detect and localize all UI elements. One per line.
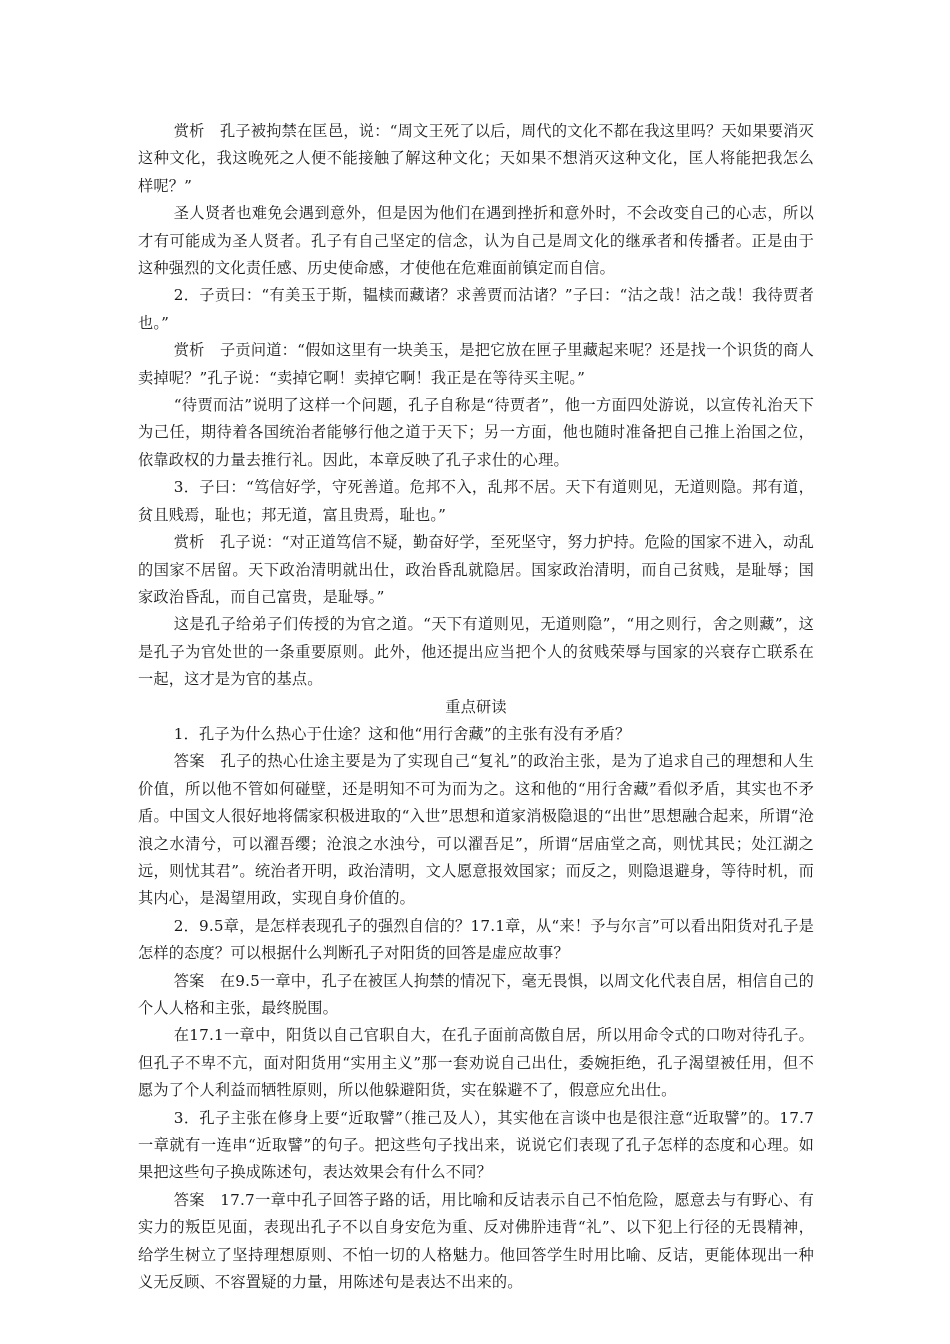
paragraph-appreciation-3: 赏析 孔子说：“对正道笃信不疑，勤奋好学，至死坚守，努力护持。危险的国家不进入，动乱的国家不居留。天下政治清明就出仕，政治昏乱就隐居。国家政治清明，而自己贫贱，是耻辱；国家政治昏乱，而自己富贵，是耻辱。” <box>138 533 814 606</box>
paragraph-appreciation-2: 赏析 子贡问道：“假如这里有一块美玉，是把它放在匣子里藏起来呢？还是找一个识货的商人卖掉呢？”孔子说：“卖掉它啊！卖掉它啊！我正是在等待买主呢。” <box>138 341 814 387</box>
document-page <box>138 118 814 1296</box>
paragraph-item-2: 2．子贡曰：“有美玉于斯，韫椟而藏诸？求善贾而沽诸？”子曰：“沽之哉！沽之哉！我待贾者也。” <box>138 286 814 332</box>
study-question-1: 1．孔子为什么热心于仕途？这和他“用行舍藏”的主张有没有矛盾？ <box>173 724 631 743</box>
paragraph-item-3: 3．子曰：“笃信好学，守死善道。危邦不入，乱邦不居。天下有道则见，无道则隐。邦有道，贫且贱焉，耻也；邦无道，富且贵焉，耻也。” <box>138 478 814 524</box>
paragraph-commentary-2: “待贾而沽”说明了这样一个问题，孔子自称是“待贾者”，他一方面四处游说，以宣传礼治天下为己任，期待着各国统治者能够行他之道于天下；另一方面，他也随时准备把自己推上治国之位，依靠政权的力量去推行礼。因此，本章反映了孔子求仕的心理。 <box>138 396 814 469</box>
study-answer-2b: 在17.1一章中，阳货以自己官职自大，在孔子面前高傲自居，所以用命令式的口吻对待孔子。但孔子不卑不亢，面对阳货用“实用主义”那一套劝说自己出仕，委婉拒绝，孔子渴望被任用，但不愿为了个人利益而牺牲原则，所以他躲避阳货，实在躲避不了，假意应允出仕。 <box>138 1026 814 1100</box>
study-question-3: 3．孔子主张在修身上要“近取譬”（推己及人），其实他在言谈中也是很注意“近取譬”的。17.7一章就有一连串“近取譬”的句子。把这些句子找出来，说说它们表现了孔子怎样的态度和心理。如果把这些句子换成陈述句，表达效果会有什么不同？ <box>138 1108 814 1182</box>
paragraph-commentary-3: 这是孔子给弟子们传授的为官之道。“天下有道则见，无道则隐”，“用之则行，舍之则藏”，这是孔子为官处世的一条重要原则。此外，他还提出应当把个人的贫贱荣辱与国家的兴衰存亡联系在一起，这才是为官的基点。 <box>138 615 814 689</box>
study-question-2: 2．9.5章，是怎样表现孔子的强烈自信的？17.1章，从“来！予与尔言”可以看出阳货对孔子是怎样的态度？可以根据什么判断孔子对阳货的回答是虚应故事？ <box>138 916 814 963</box>
section-title: 重点研读 <box>445 697 507 716</box>
study-answer-3: 答案 17.7一章中孔子回答子路的话，用比喻和反诘表示自己不怕危险，愿意去与有野心、有实力的叛臣见面，表现出孔子不以自身安危为重、反对佛肸违背“礼”、以下犯上行径的无畏精神，给学生树立了坚持理想原则、不怕一切的人格魅力。他回答学生时用比喻、反诘，更能体现出一种义无反顾、不容置疑的力量，用陈述句是表达不出来的。 <box>138 1190 814 1292</box>
paragraph-appreciation-9-5: 赏析 孔子被拘禁在匡邑，说：“周文王死了以后，周代的文化不都在我这里吗？天如果要消灭这种文化，我这晚死之人便不能接触了解这种文化；天如果不想消灭这种文化，匡人将能把我怎么样呢？” <box>138 122 814 195</box>
paragraph-commentary-9-5: 圣人贤者也难免会遇到意外，但是因为他们在遇到挫折和意外时，不会改变自己的心志，所以才有可能成为圣人贤者。孔子有自己坚定的信念，认为自己是周文化的继承者和传播者。正是由于这种强烈的文化责任感、历史使命感，才使他在危难面前镇定而自信。 <box>138 204 814 278</box>
study-answer-2a: 答案 在9.5一章中，孔子在被匡人拘禁的情况下，毫无畏惧，以周文化代表自居，相信自己的个人人格和主张，最终脱围。 <box>138 971 814 1017</box>
study-answer-1: 答案 孔子的热心仕途主要是为了实现自己“复礼”的政治主张，是为了追求自己的理想和人生价值，所以他不管如何碰壁，还是明知不可为而为之。这和他的“用行舍藏”看似矛盾，其实也不矛盾。中国文人很好地将儒家积极进取的“入世”思想和道家消极隐退的“出世”思想融合起来，所谓“沧浪之水清兮，可以濯吾缨；沧浪之水浊兮，可以濯吾足”，所谓“居庙堂之高，则忧其民；处江湖之远，则忧其君”。统治者开明，政治清明，文人愿意报效国家；而反之，则隐退避身，等待时机，而其内心，是渴望用政，实现自身价值的。 <box>138 752 814 908</box>
